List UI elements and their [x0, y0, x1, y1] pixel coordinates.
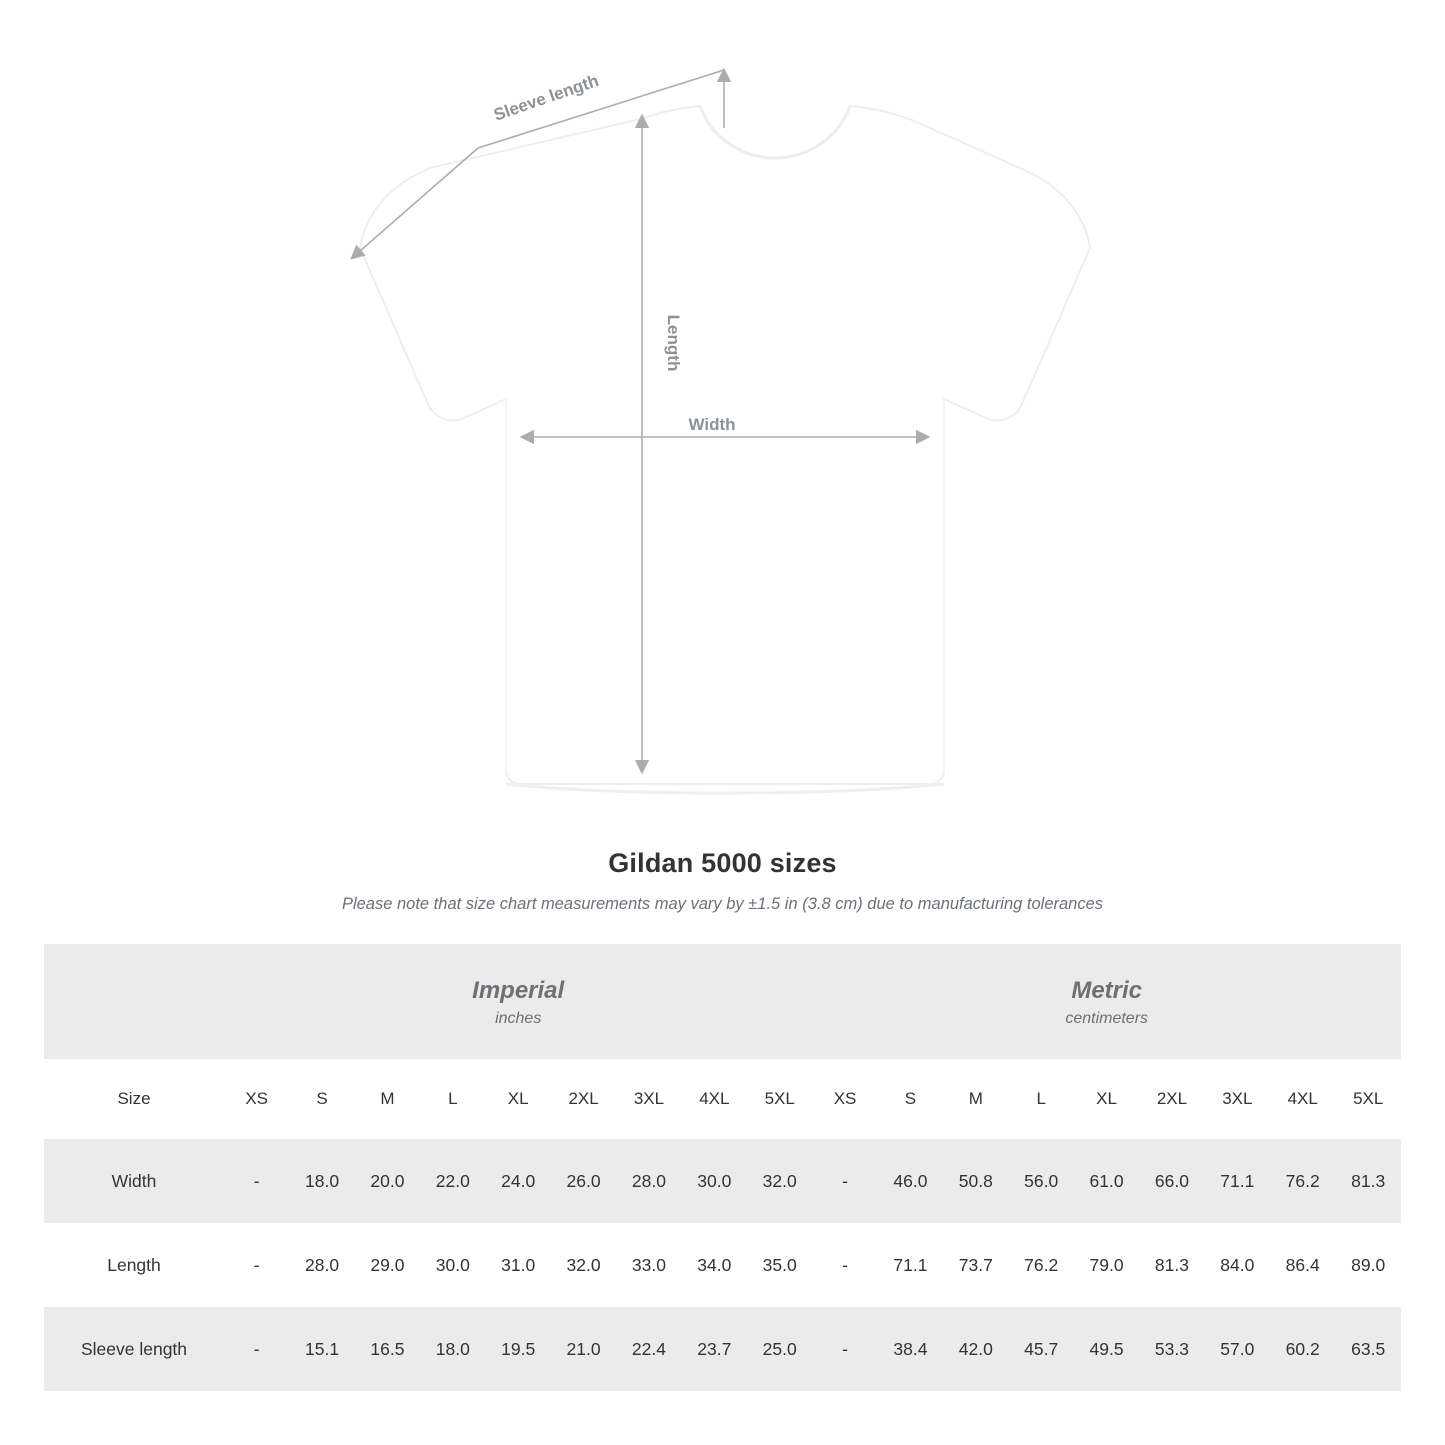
cell-width-imperial-m: 20.0 [355, 1139, 420, 1223]
table-row [44, 1307, 1401, 1391]
size-header-metric-4xl: 4XL [1270, 1059, 1335, 1139]
cell-sleeve-metric-s: 38.4 [878, 1307, 943, 1391]
size-header-imperial-4xl: 4XL [682, 1059, 747, 1139]
size-header-imperial-m: M [355, 1059, 420, 1139]
cell-width-imperial-4xl: 30.0 [682, 1139, 747, 1223]
unit-group-metric-name: Metric [1071, 976, 1143, 1004]
row-label-length: Length [44, 1223, 224, 1307]
cell-length-metric-l: 76.2 [1009, 1223, 1074, 1307]
size-header-imperial-l: L [420, 1059, 485, 1139]
sleeve-length-label: Sleeve length [491, 70, 602, 125]
cell-width-metric-s: 46.0 [878, 1139, 943, 1223]
size-header-metric-2xl: 2XL [1139, 1059, 1204, 1139]
cell-sleeve-metric-xs: - [812, 1307, 877, 1391]
cell-width-metric-3xl: 71.1 [1205, 1139, 1270, 1223]
cell-width-metric-5xl: 81.3 [1335, 1139, 1401, 1223]
unit-group-metric-unit: centimeters [1065, 1009, 1149, 1027]
length-label: Length [664, 314, 683, 372]
row-label-width: Width [44, 1139, 224, 1223]
cell-sleeve-metric-5xl: 63.5 [1335, 1307, 1401, 1391]
cell-sleeve-imperial-m: 16.5 [355, 1307, 420, 1391]
size-header-metric-l: L [1009, 1059, 1074, 1139]
cell-length-imperial-l: 30.0 [420, 1223, 485, 1307]
cell-sleeve-imperial-l: 18.0 [420, 1307, 485, 1391]
chart-subtitle: Please note that size chart measurements may vary by ±1.5 in (3.8 cm) due to manufacturing tolerances [341, 895, 1104, 913]
cell-length-imperial-xs: - [224, 1223, 289, 1307]
cell-length-metric-s: 71.1 [878, 1223, 943, 1307]
cell-width-imperial-5xl: 32.0 [747, 1139, 812, 1223]
size-header-metric-s: S [878, 1059, 943, 1139]
cell-length-metric-xs: - [812, 1223, 877, 1307]
unit-group-metric [812, 944, 1401, 1059]
size-header-row [44, 1059, 1401, 1139]
cell-length-metric-4xl: 86.4 [1270, 1223, 1335, 1307]
cell-length-metric-5xl: 89.0 [1335, 1223, 1401, 1307]
cell-width-metric-l: 56.0 [1009, 1139, 1074, 1223]
tshirt-shape [360, 106, 1090, 793]
size-header-metric-5xl: 5XL [1335, 1059, 1401, 1139]
cell-width-imperial-xl: 24.0 [486, 1139, 551, 1223]
cell-sleeve-metric-m: 42.0 [943, 1307, 1008, 1391]
cell-length-imperial-3xl: 33.0 [616, 1223, 681, 1307]
cell-length-metric-m: 73.7 [943, 1223, 1008, 1307]
cell-sleeve-metric-xl: 49.5 [1074, 1307, 1139, 1391]
cell-width-metric-4xl: 76.2 [1270, 1139, 1335, 1223]
cell-length-metric-xl: 79.0 [1074, 1223, 1139, 1307]
cell-width-imperial-2xl: 26.0 [551, 1139, 616, 1223]
table-row [44, 1223, 1401, 1307]
size-header-imperial-xl: XL [486, 1059, 551, 1139]
cell-sleeve-imperial-3xl: 22.4 [616, 1307, 681, 1391]
unit-group-imperial-unit: inches [495, 1009, 542, 1027]
size-table [44, 944, 1401, 1391]
cell-sleeve-imperial-5xl: 25.0 [747, 1307, 812, 1391]
cell-length-imperial-s: 28.0 [289, 1223, 354, 1307]
unit-header-spacer [44, 944, 224, 1059]
unit-group-imperial-name: Imperial [472, 976, 565, 1004]
table-row [44, 1139, 1401, 1223]
size-header-imperial-5xl: 5XL [747, 1059, 812, 1139]
cell-width-metric-m: 50.8 [943, 1139, 1008, 1223]
cell-sleeve-imperial-s: 15.1 [289, 1307, 354, 1391]
cell-length-imperial-2xl: 32.0 [551, 1223, 616, 1307]
cell-width-metric-2xl: 66.0 [1139, 1139, 1204, 1223]
cell-sleeve-imperial-xs: - [224, 1307, 289, 1391]
cell-sleeve-metric-2xl: 53.3 [1139, 1307, 1204, 1391]
cell-length-imperial-4xl: 34.0 [682, 1223, 747, 1307]
unit-header-row [44, 944, 1401, 1059]
cell-length-metric-2xl: 81.3 [1139, 1223, 1204, 1307]
cell-sleeve-metric-l: 45.7 [1009, 1307, 1074, 1391]
cell-width-metric-xs: - [812, 1139, 877, 1223]
cell-width-imperial-3xl: 28.0 [616, 1139, 681, 1223]
size-header-imperial-2xl: 2XL [551, 1059, 616, 1139]
width-label: Width [688, 415, 736, 434]
cell-width-metric-xl: 61.0 [1074, 1139, 1139, 1223]
cell-length-metric-3xl: 84.0 [1205, 1223, 1270, 1307]
row-label-sleeve-length: Sleeve length [44, 1307, 224, 1391]
size-header-imperial-s: S [289, 1059, 354, 1139]
chart-title: Gildan 5000 sizes [608, 848, 837, 878]
unit-group-imperial [224, 944, 812, 1059]
cell-sleeve-imperial-4xl: 23.7 [682, 1307, 747, 1391]
cell-sleeve-imperial-2xl: 21.0 [551, 1307, 616, 1391]
cell-length-imperial-xl: 31.0 [486, 1223, 551, 1307]
size-header-metric-m: M [943, 1059, 1008, 1139]
size-header-label: Size [44, 1059, 224, 1139]
cell-sleeve-metric-3xl: 57.0 [1205, 1307, 1270, 1391]
cell-width-imperial-xs: - [224, 1139, 289, 1223]
cell-sleeve-metric-4xl: 60.2 [1270, 1307, 1335, 1391]
cell-length-imperial-m: 29.0 [355, 1223, 420, 1307]
size-header-metric-3xl: 3XL [1205, 1059, 1270, 1139]
size-header-imperial-3xl: 3XL [616, 1059, 681, 1139]
cell-sleeve-imperial-xl: 19.5 [486, 1307, 551, 1391]
size-table-container [0, 914, 1445, 1391]
size-header-metric-xl: XL [1074, 1059, 1139, 1139]
size-header-metric-xs: XS [812, 1059, 877, 1139]
cell-width-imperial-s: 18.0 [289, 1139, 354, 1223]
size-header-imperial-xs: XS [224, 1059, 289, 1139]
cell-width-imperial-l: 22.0 [420, 1139, 485, 1223]
cell-length-imperial-5xl: 35.0 [747, 1223, 812, 1307]
